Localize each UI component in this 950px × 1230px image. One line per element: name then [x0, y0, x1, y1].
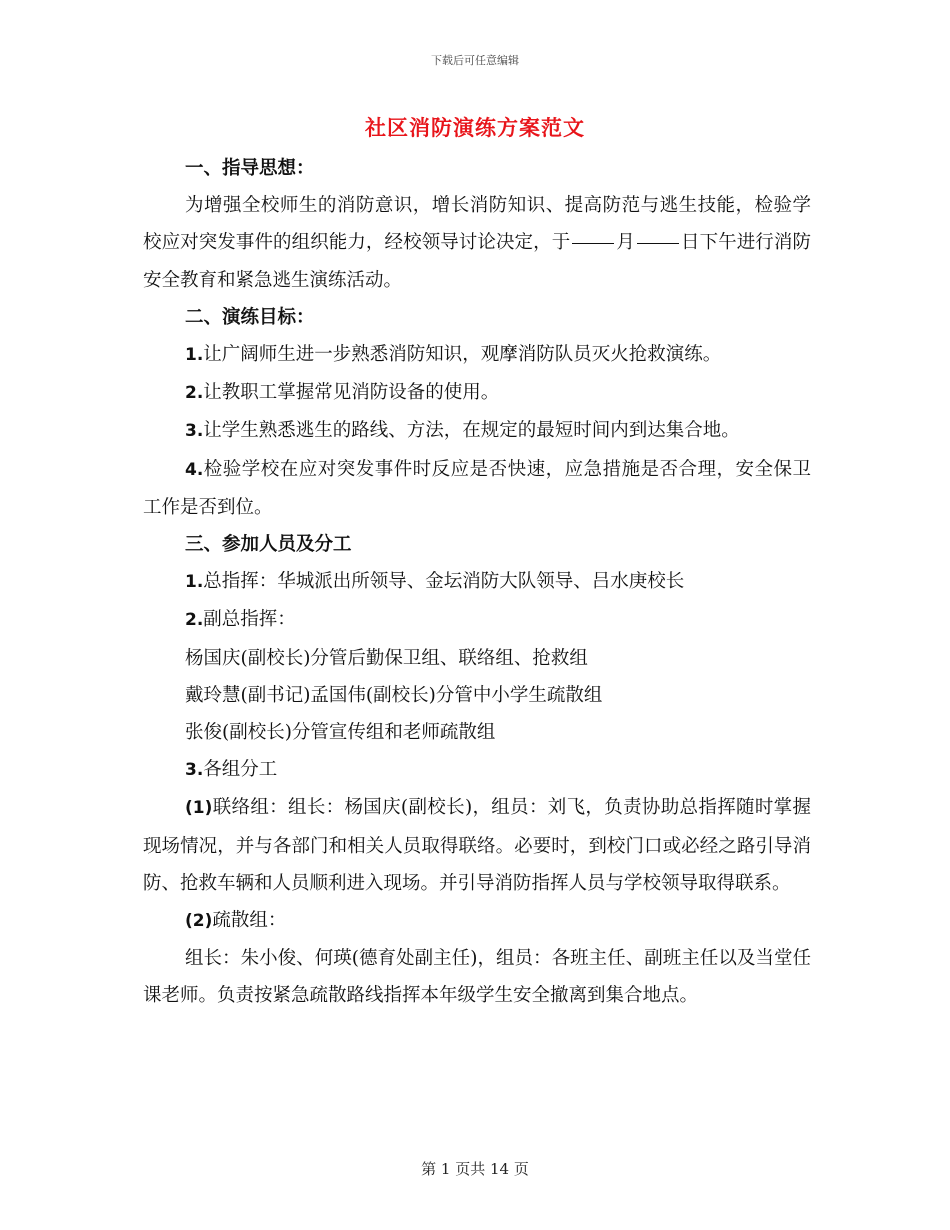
item-text: 疏散组：: [212, 910, 287, 932]
item-text: 检验学校在应对突发事件时反应是否快速，应急措施是否合理，安全保卫工作是否到位。: [143, 458, 811, 518]
section-heading-2: 二、演练目标：: [185, 306, 315, 328]
paragraph-guiding-thought: [143, 187, 811, 299]
item-number: 1.: [185, 345, 204, 366]
list-item: [143, 374, 811, 412]
item-text: 总指挥：华城派出所领导、金坛消防大队领导、吕水庚校长: [203, 571, 685, 593]
blank-line: [572, 242, 614, 244]
page-footer: 第 1 页共 14 页: [421, 1160, 529, 1178]
paragraph-text: 日下午进行消防安全教育和紧急逃生演练活动。: [143, 232, 811, 291]
list-item: [143, 751, 811, 789]
document-title: 社区消防演练方案范文: [365, 115, 585, 140]
item-number: (1): [185, 798, 213, 819]
group-paragraph: [143, 902, 811, 940]
item-text: 联络组：组长：杨国庆(副校长)，组员：刘飞，负责协助总指挥随时掌握现场情况，并与各部门和相关人员取得联络。必要时，到校门口或必经之路引导消防、抢救车辆和人员顺利进入现场。并引导消防指挥人员与学校领导取得联系。: [143, 797, 811, 894]
deputy-line: 戴玲慧(副书记)孟国伟(副校长)分管中小学生疏散组: [185, 684, 603, 706]
group-paragraph: [143, 789, 811, 902]
item-text: 让广阔师生进一步熟悉消防知识，观摩消防队员灭火抢救演练。: [203, 344, 722, 366]
section-heading-3: 三、参加人员及分工: [185, 534, 352, 556]
group-detail-paragraph: 组长：朱小俊、何瑛(德育处副主任)，组员：各班主任、副班主任以及当堂任课老师。负责按紧急疏散路线指挥本年级学生安全撤离到集合地点。: [143, 948, 811, 1007]
blank-line: [637, 242, 679, 244]
item-text: 让学生熟悉逃生的路线、方法，在规定的最短时间内到达集合地。: [203, 420, 740, 442]
paragraph-text: 月: [616, 232, 635, 254]
deputy-line: 杨国庆(副校长)分管后勤保卫组、联络组、抢救组: [185, 647, 588, 669]
list-item: [143, 451, 811, 526]
list-item: [143, 563, 811, 601]
section-heading-1: 一、指导思想：: [185, 158, 315, 179]
item-number: 2.: [185, 610, 204, 631]
item-number: 1.: [185, 572, 204, 593]
item-number: 4.: [185, 459, 204, 480]
deputy-line: 张俊(副校长)分管宣传组和老师疏散组: [185, 722, 496, 744]
list-item: [143, 336, 811, 374]
item-text: 让教职工掌握常见消防设备的使用。: [203, 382, 500, 404]
list-item: [143, 412, 811, 450]
item-text: 副总指挥：: [203, 609, 296, 631]
item-number: 3.: [185, 421, 204, 442]
item-text: 各组分工: [203, 759, 278, 781]
header-note: 下载后可任意编辑: [431, 54, 519, 67]
item-number: 2.: [185, 383, 204, 404]
item-number: 3.: [185, 760, 204, 781]
document-body: [143, 150, 811, 1015]
paragraph-text: 为增强全校师生的消防意识，增长消防知识、提高防范与逃生技能，检验学校应对突发事件的组织能力，经校领导讨论决定，于: [143, 195, 811, 254]
item-number: (2): [185, 911, 213, 932]
list-item: [143, 601, 811, 639]
